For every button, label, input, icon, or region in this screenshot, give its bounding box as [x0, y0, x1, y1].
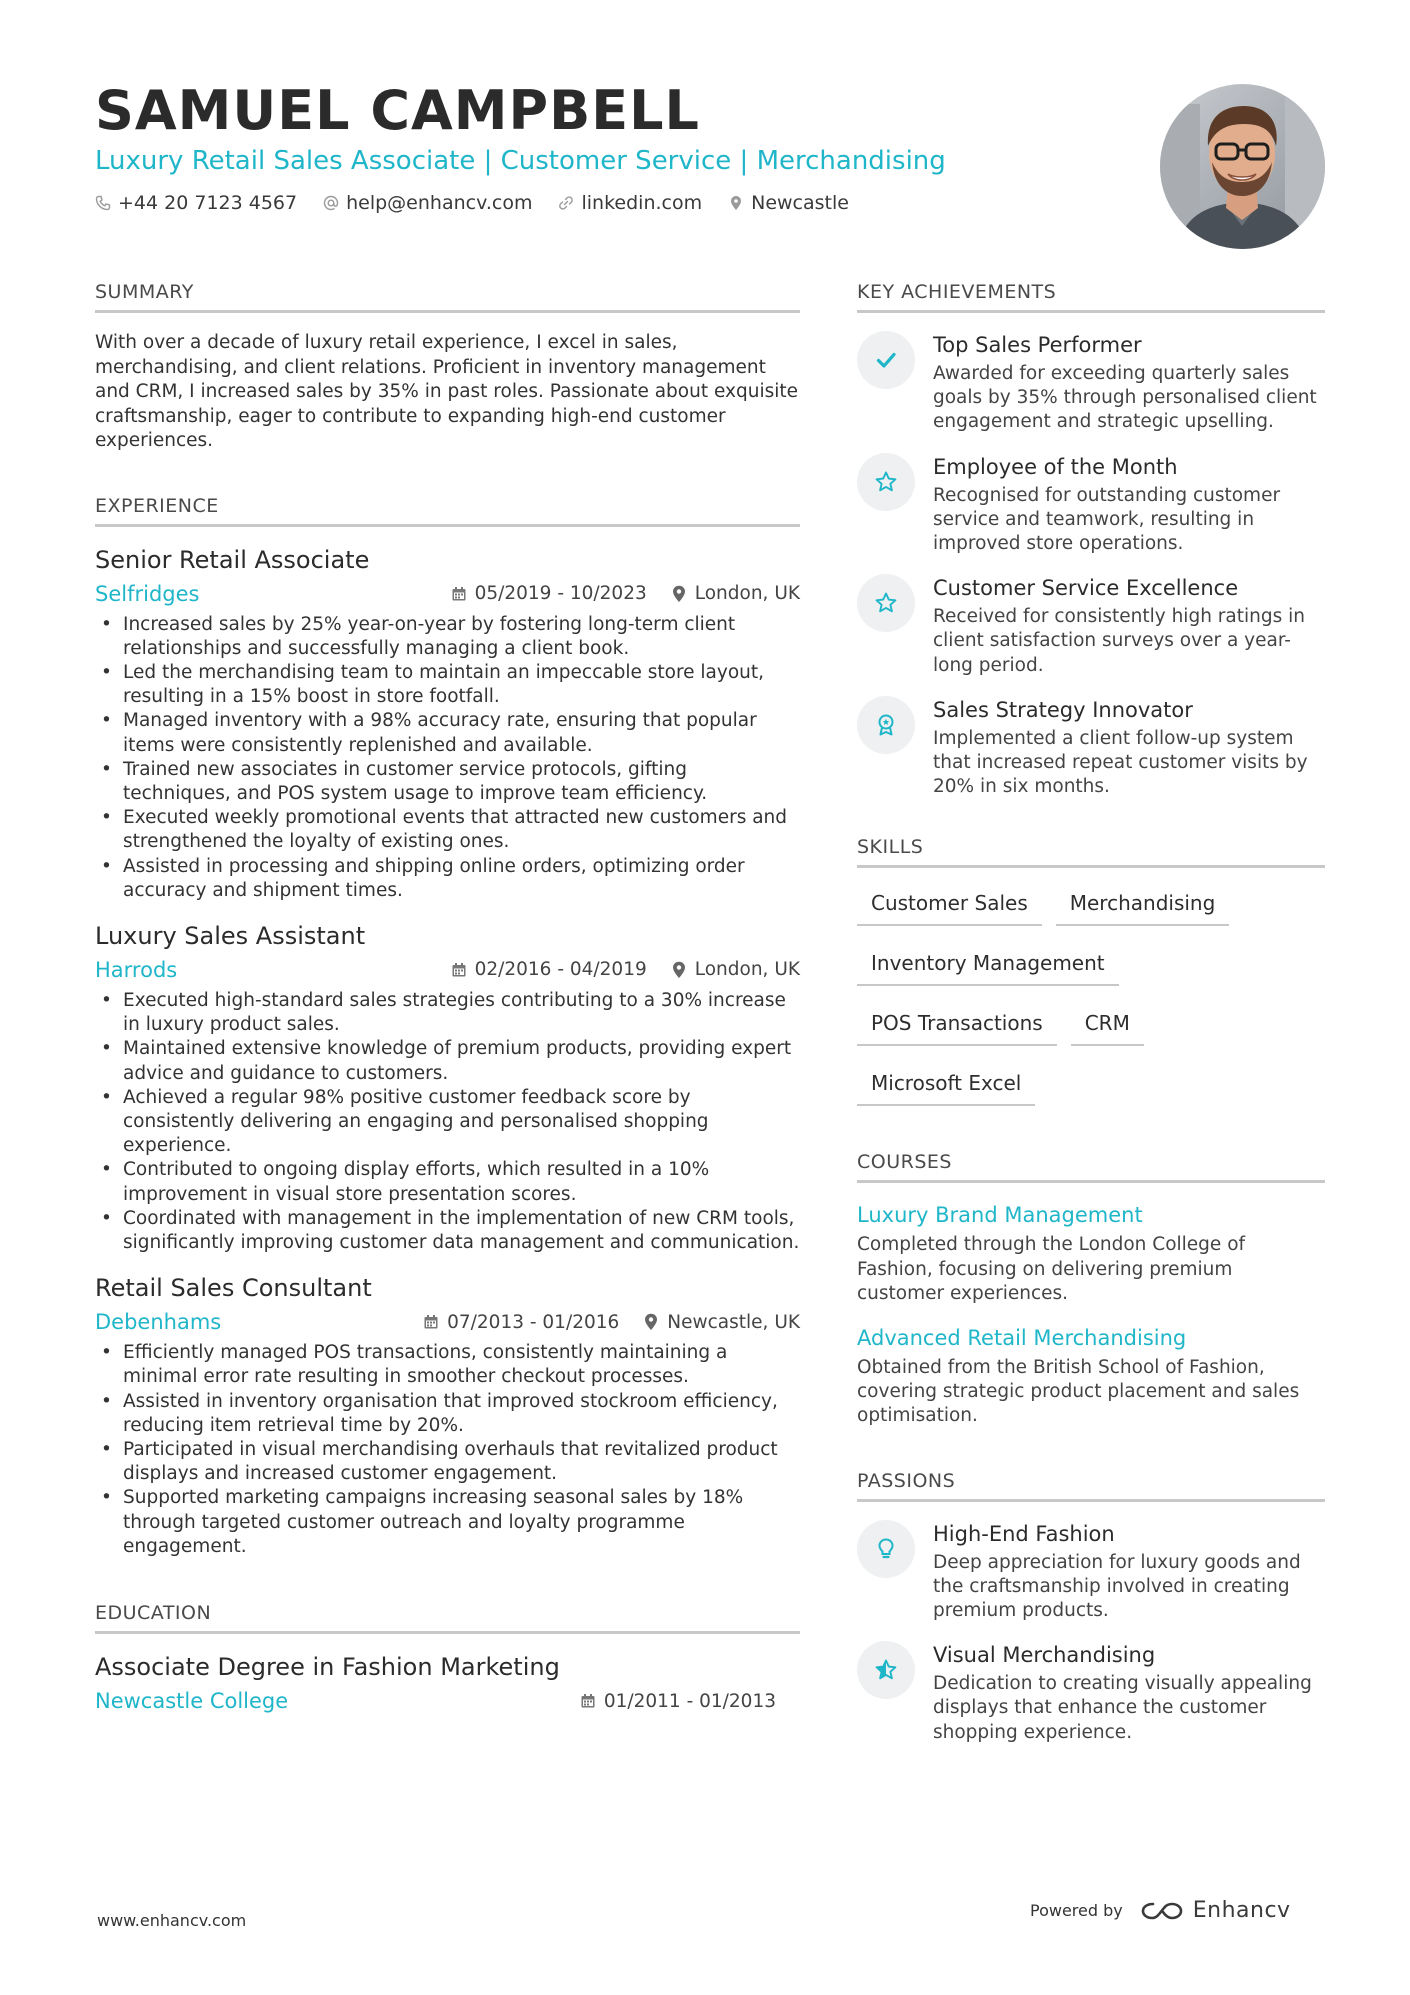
job-location: [643, 1312, 800, 1333]
location-pin-icon: [643, 1313, 659, 1331]
job-meta: [95, 957, 800, 983]
experience-list: [95, 545, 800, 1560]
bullet-item: [95, 1390, 800, 1438]
passions-item: [857, 1520, 1325, 1624]
bullet-item: [95, 1438, 800, 1486]
bullet-text: Maintained extensive knowledge of premium products, providing expert advice and guidance to customers.: [123, 1038, 792, 1084]
passions-item: [857, 1641, 1325, 1745]
job-title: Luxury Sales Assistant: [95, 921, 366, 950]
achievements-title: Top Sales Performer: [933, 333, 1142, 357]
achievements-body: [933, 453, 1325, 557]
bullet-text: Executed high-standard sales strategies contributing to a 30% increase in luxury product sales.: [123, 989, 786, 1036]
school-name: Newcastle College: [95, 1689, 289, 1713]
bullet-marker: •: [101, 1038, 112, 1060]
bullet-marker: •: [101, 1390, 112, 1412]
job-location: [671, 583, 800, 604]
course-title: Luxury Brand Management: [857, 1203, 1143, 1228]
bullet-marker: •: [101, 1487, 112, 1509]
achievements-item: [857, 696, 1325, 800]
bullet-item: [95, 613, 800, 661]
candidate-headline: Luxury Retail Sales Associate | Customer Service | Merchandising: [95, 146, 946, 176]
contact-phone: [95, 192, 297, 214]
check-icon: [874, 348, 898, 372]
star-outline-icon: [874, 470, 898, 494]
skill-tag: Customer Sales: [857, 886, 1042, 926]
bullet-marker: •: [101, 807, 112, 829]
resume-header: [95, 80, 1145, 214]
lightbulb-icon: [874, 1537, 898, 1561]
passions-desc: Dedication to creating visually appealing displays that enhance the customer shopping experience.: [933, 1673, 1312, 1743]
bullet-text: Assisted in processing and shipping online orders, optimizing order accuracy and shipment times.: [123, 855, 745, 901]
achievements-list: [857, 331, 1325, 799]
powered-by-text: Powered by: [1030, 1901, 1123, 1920]
achievements-body: [933, 331, 1325, 435]
star-outline-icon: [874, 591, 898, 615]
skill-tag: POS Transactions: [857, 1006, 1057, 1046]
passions-title: High-End Fashion: [933, 1521, 1115, 1546]
achievements-title: Employee of the Month: [933, 454, 1178, 479]
bullet-item: [95, 758, 800, 806]
skills-list: [857, 886, 1325, 1106]
achievements-title: Customer Service Excellence: [933, 576, 1239, 601]
contact-email[interactable]: [323, 192, 532, 214]
enhancv-logo-icon: [1139, 1899, 1185, 1923]
bullet-item: [95, 1486, 800, 1559]
footer-branding: [1030, 1898, 1291, 1923]
achievements-section: [857, 280, 1325, 799]
company-name: Selfridges: [95, 581, 200, 606]
company-name: Harrods: [95, 957, 178, 982]
job-dates-text: 02/2016 - 04/2019: [474, 959, 647, 981]
job-location-text: London, UK: [694, 583, 800, 604]
courses-heading: COURSES: [857, 1150, 1325, 1183]
bullet-item: [95, 989, 800, 1037]
location-pin-icon: [671, 585, 687, 603]
job-dates: [423, 1312, 619, 1333]
summary-text: With over a decade of luxury retail experience, I excel in sales, merchandising, and client relations. Proficient in inventory management and CRM, I increased sales by 35% in past roles. Passionate about exquisite craftsmanship, eager to contribute to expanding high-end customer experiences.: [95, 332, 798, 451]
skill-tag: CRM: [1071, 1006, 1144, 1046]
job-meta-right: [451, 583, 800, 604]
passions-desc: Deep appreciation for luxury goods and the craftsmanship involved in creating premium products.: [933, 1551, 1301, 1622]
link-icon: [558, 195, 574, 211]
bullet-item: [95, 661, 800, 709]
job-meta: [95, 1309, 800, 1335]
star-half-icon: [874, 1658, 898, 1682]
education-section: [95, 1601, 800, 1714]
experience-heading: EXPERIENCE: [95, 494, 800, 527]
summary-section: [95, 280, 800, 454]
bullet-text: Contributed to ongoing display efforts, which resulted in a 10% improvement in visual store presentation scores.: [123, 1159, 710, 1205]
job-entry: [95, 1273, 800, 1559]
candidate-name: SAMUEL CAMPBELL: [95, 79, 700, 142]
job-location-text: Newcastle, UK: [667, 1311, 800, 1333]
job-dates: [451, 583, 647, 604]
bullet-text: Trained new associates in customer service protocols, gifting techniques, and POS system usage to improve team efficiency.: [123, 758, 708, 804]
job-dates-text: 05/2019 - 10/2023: [474, 583, 647, 604]
degree-title: Associate Degree in Fashion Marketing: [95, 1653, 560, 1681]
right-column: [857, 280, 1325, 1745]
achievements-desc: Recognised for outstanding customer service and teamwork, resulting in improved store operations.: [933, 484, 1281, 555]
bullet-marker: •: [101, 1342, 112, 1364]
achievements-desc: Received for consistently high ratings in client satisfaction surveys over a year-long period.: [933, 606, 1305, 676]
passions-list: [857, 1520, 1325, 1745]
job-bullets: [95, 989, 800, 1255]
education-entry: [95, 1652, 800, 1714]
job-bullets: [95, 613, 800, 903]
course-desc: Completed through the London College of Fashion, focusing on delivering premium customer experiences.: [857, 1234, 1246, 1304]
course-entry: [857, 1201, 1325, 1306]
bullet-item: [95, 855, 800, 903]
course-title: Advanced Retail Merchandising: [857, 1326, 1187, 1351]
bullet-text: Supported marketing campaigns increasing seasonal sales by 18% through targeted customer outreach and loyalty programme engagement.: [123, 1487, 744, 1557]
skills-section: [857, 835, 1325, 1106]
achievements-heading: KEY ACHIEVEMENTS: [857, 280, 1325, 313]
phone-icon: [95, 195, 111, 211]
brand-name: Enhancv: [1192, 1898, 1291, 1923]
job-location: [671, 959, 800, 980]
passions-title: Visual Merchandising: [933, 1643, 1156, 1668]
job-entry: [95, 921, 800, 1255]
job-entry: [95, 545, 800, 903]
bullet-text: Participated in visual merchandising overhauls that revitalized product displays and increased customer engagement.: [123, 1438, 778, 1485]
bullet-marker: •: [101, 661, 112, 683]
education-dates: [580, 1691, 776, 1712]
achievements-item: [857, 453, 1325, 557]
passions-section: [857, 1469, 1325, 1745]
achievements-desc: Implemented a client follow-up system that increased repeat customer visits by 20% in six months.: [933, 727, 1308, 798]
job-meta: [95, 581, 800, 607]
bullet-item: [95, 1037, 800, 1085]
calendar-icon: [451, 586, 467, 602]
icon-badge: [857, 331, 915, 389]
achievements-body: [933, 574, 1325, 678]
location-pin-icon: [728, 195, 744, 211]
education-meta-right: [580, 1691, 800, 1712]
profile-photo: [1160, 84, 1325, 249]
icon-badge: [857, 574, 915, 632]
footer-website[interactable]: www.enhancv.com: [97, 1911, 247, 1930]
calendar-icon: [451, 962, 467, 978]
bullet-text: Assisted in inventory organisation that improved stockroom efficiency, reducing item retrieval time by 20%.: [123, 1390, 778, 1436]
bullet-marker: •: [101, 1438, 112, 1460]
bullet-item: [95, 1158, 800, 1206]
achievements-item: [857, 331, 1325, 435]
passions-body: [933, 1641, 1325, 1745]
achievements-body: [933, 696, 1325, 800]
icon-badge: [857, 1520, 915, 1578]
courses-section: [857, 1150, 1325, 1428]
education-dates-text: 01/2011 - 01/2013: [603, 1690, 776, 1712]
bullet-item: [95, 1341, 800, 1389]
skill-tag: Merchandising: [1056, 886, 1230, 926]
bullet-item: [95, 709, 800, 757]
bullet-text: Coordinated with management in the implementation of new CRM tools, significantly improving customer data management and communication.: [123, 1207, 800, 1253]
passions-body: [933, 1520, 1325, 1624]
job-location-text: London, UK: [694, 959, 800, 981]
achievements-item: [857, 574, 1325, 678]
education-heading: EDUCATION: [95, 1601, 800, 1634]
at-icon: [323, 195, 339, 211]
skill-tag: Inventory Management: [857, 946, 1119, 986]
courses-list: [857, 1201, 1325, 1428]
bullet-text: Efficiently managed POS transactions, consistently maintaining a minimal error rate resulting in smoother checkout processes.: [123, 1342, 728, 1388]
bullet-marker: •: [101, 1207, 112, 1229]
bullet-marker: •: [101, 758, 112, 780]
bullet-marker: •: [101, 989, 112, 1011]
course-entry: [857, 1324, 1325, 1429]
bullet-item: [95, 1086, 800, 1159]
left-column: [95, 280, 800, 1714]
skills-heading: SKILLS: [857, 835, 1325, 868]
achievements-desc: Awarded for exceeding quarterly sales goals by 35% through personalised client engagement and strategic upselling.: [933, 363, 1317, 433]
location-text: Newcastle: [751, 192, 849, 214]
icon-badge: [857, 696, 915, 754]
icon-badge: [857, 1641, 915, 1699]
bullet-text: Managed inventory with a 98% accuracy rate, ensuring that popular items were consistently replenished and available.: [123, 710, 757, 756]
passions-heading: PASSIONS: [857, 1469, 1325, 1502]
job-dates-text: 07/2013 - 01/2016: [447, 1311, 620, 1333]
award-icon: [874, 713, 898, 737]
bullet-text: Increased sales by 25% year-on-year by fostering long-term client relationships and successfully managing a client book.: [123, 613, 736, 659]
bullet-text: Led the merchandising team to maintain an impeccable store layout, resulting in a 15% boost in store footfall.: [123, 661, 765, 708]
calendar-icon: [580, 1693, 596, 1709]
job-title: Retail Sales Consultant: [95, 1274, 372, 1303]
bullet-item: [95, 1207, 800, 1255]
job-title: Senior Retail Associate: [95, 545, 370, 574]
achievements-title: Sales Strategy Innovator: [933, 697, 1193, 722]
bullet-text: Achieved a regular 98% positive customer feedback score by consistently delivering an engaging and personalised shopping experience.: [123, 1086, 709, 1157]
bullet-marker: •: [101, 855, 112, 877]
avatar: [1160, 84, 1325, 249]
email-text: help@enhancv.com: [346, 192, 533, 214]
brand-logo: [1139, 1898, 1291, 1923]
location-pin-icon: [671, 961, 687, 979]
bullet-marker: •: [101, 710, 112, 732]
bullet-marker: •: [101, 613, 112, 635]
bullet-item: [95, 806, 800, 854]
bullet-text: Executed weekly promotional events that attracted new customers and strengthened the loyalty of existing ones.: [123, 807, 788, 853]
icon-badge: [857, 453, 915, 511]
experience-section: [95, 494, 800, 1560]
calendar-icon: [423, 1314, 439, 1330]
job-dates: [451, 959, 647, 980]
company-name: Debenhams: [95, 1310, 222, 1335]
education-meta: [95, 1688, 800, 1714]
bullet-marker: •: [101, 1086, 112, 1108]
contact-location: [728, 192, 849, 214]
summary-heading: SUMMARY: [95, 280, 800, 313]
job-bullets: [95, 1341, 800, 1559]
bullet-marker: •: [101, 1159, 112, 1181]
skill-tag: Microsoft Excel: [857, 1066, 1035, 1106]
job-meta-right: [451, 959, 800, 980]
contact-linkedin[interactable]: [558, 192, 702, 214]
contact-row: [95, 192, 1145, 214]
job-meta-right: [423, 1312, 800, 1333]
linkedin-text: linkedin.com: [581, 192, 703, 214]
phone-text: +44 20 7123 4567: [118, 192, 298, 214]
course-desc: Obtained from the British School of Fashion, covering strategic product placement and sales optimisation.: [857, 1357, 1300, 1427]
